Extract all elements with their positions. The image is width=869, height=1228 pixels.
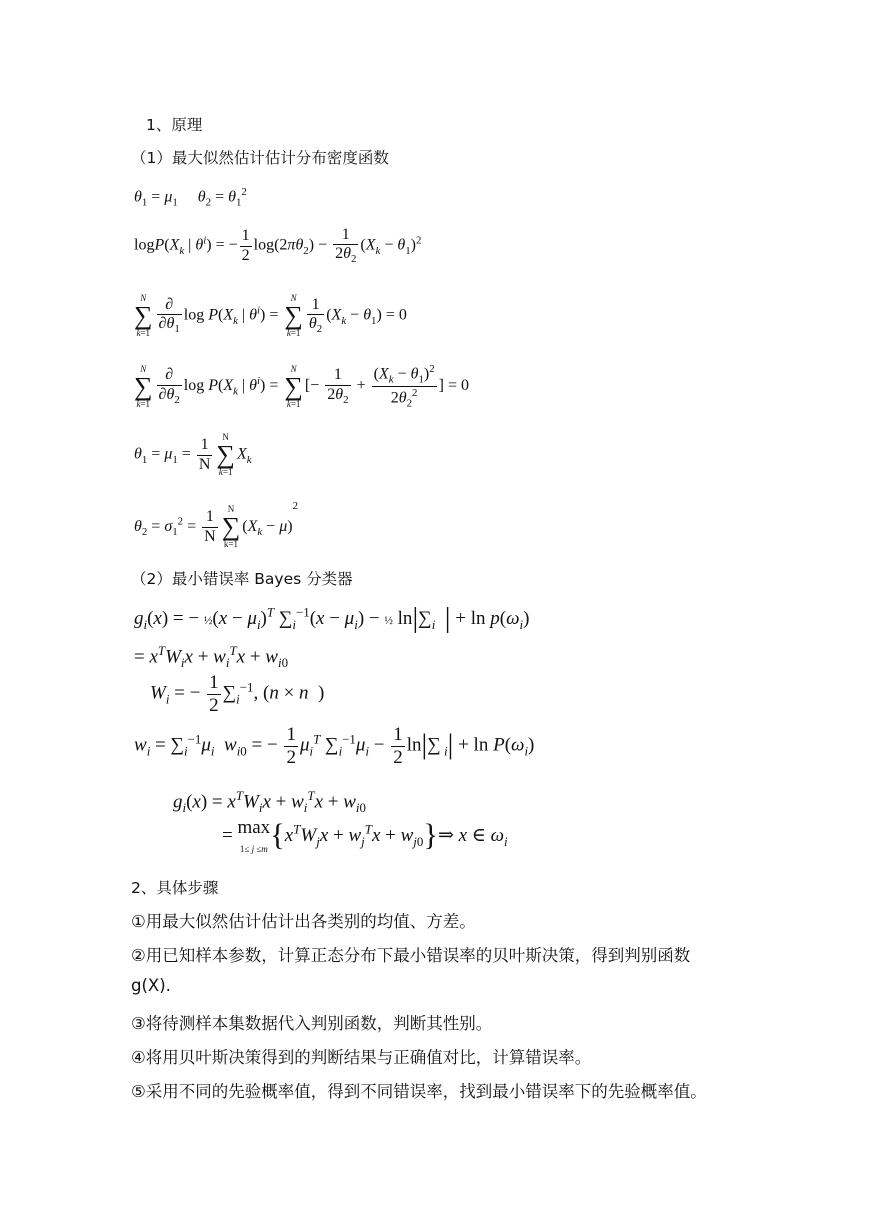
step-5: ⑤采用不同的先验概率值，得到不同错误率，找到最小错误率下的先验概率值。	[131, 1082, 707, 1101]
section-heading-principle: 1、原理	[146, 116, 203, 134]
subsection-heading-mle: （1）最大似然估计估计分布密度函数	[131, 149, 389, 167]
equation-derivative-theta1: N ∑ k=1 $\frac{\partial}{\partial\theta_1}$ $\log P(X_k$ | $\theta^i$) = N ∑ k=1 $\frac{1}{\theta_2}$ $(X_k - \theta_1) = 0$	[134, 293, 407, 338]
equation-theta-definitions: $\theta_1 = \mu_1$ $\theta_2 = \theta_1^2$	[134, 186, 247, 209]
section-heading-steps: 2、具体步骤	[131, 879, 219, 897]
equation-quadratic-form: = $x^TW_ix + w_i^Tx + w_{i0}$	[134, 643, 289, 671]
equation-w-vector-and-bias: $w_i = \sum_i^{-1}\mu_i$ $w_{i0}$ = − $\frac{1}{2}$ $\mu_i^T$ $\sum_i^{-1}\mu_i$ − $\frac{1}{2}$ ln|∑ $_i| + \ln P(\omega_i)$	[134, 724, 535, 768]
equation-theta1-estimate: $\theta_1 = \mu_1$ = $\frac{1}{N}$ N ∑ k=1 $X_k$	[134, 432, 252, 477]
step-2: ②用已知样本参数，计算正态分布下最小错误率的贝叶斯决策，得到判别函数	[131, 946, 691, 965]
equation-theta2-estimate: $\theta_2 = \sigma_1^2$ = $\frac{1}{N}$ N ∑ k=1 $(X_k - \mu)^2$	[134, 500, 298, 550]
equation-decision-rule: = max $1\le j \le m\{x^TW_jx + w_j^Tx$ + $w_{j0}\}\Rightarrow$ x ∈ $\omega_i$	[222, 817, 508, 854]
subsection-heading-bayes: （2）最小错误率 Bayes 分类器	[131, 570, 353, 588]
equation-discriminant-compact: $g_i(x) = x^TW_ix + w_i^Tx + w_{i0}$	[173, 788, 366, 816]
step-4: ④将用贝叶斯决策得到的判断结果与正确值对比，计算错误率。	[131, 1048, 592, 1067]
step-1: ①用最大似然估计估计出各类别的均值、方差。	[131, 912, 476, 931]
equation-derivative-theta2: N ∑ k=1 $\frac{\partial}{\partial\theta_2}$ $\log P(X_k$ | $\theta^i$) = N ∑ k=1 [− $\frac{1}{2\theta_2}$ + $\frac{(X_k - \theta_1)^2}{2\theta_2^2}$ ] = 0	[134, 363, 469, 410]
equation-w-matrix: $W_i$ = − $\frac{1}{2}$ $\sum_i^{-1}$, (n × n )	[150, 672, 325, 716]
step-2-continuation: g(X).	[131, 976, 171, 995]
step-3: ③将待测样本集数据代入判别函数，判断其性别。	[131, 1014, 493, 1033]
equation-log-likelihood: $\log P(X_k$ | $\theta^i$) = − $\frac{1}{2}$ $\log(2\pi\theta_2)$ − $\frac{1}{2\theta_2}$ $(X_k - \theta_1)^2$	[134, 226, 422, 266]
equation-discriminant-full: $g_i(x)$ = − ½(x − $\mu_i)^T$ $\sum_i^{-1}(x - \mu_i)$ − ½ $\ln|\sum_i$ | + $\ln p(\omega_i)$	[134, 603, 530, 634]
